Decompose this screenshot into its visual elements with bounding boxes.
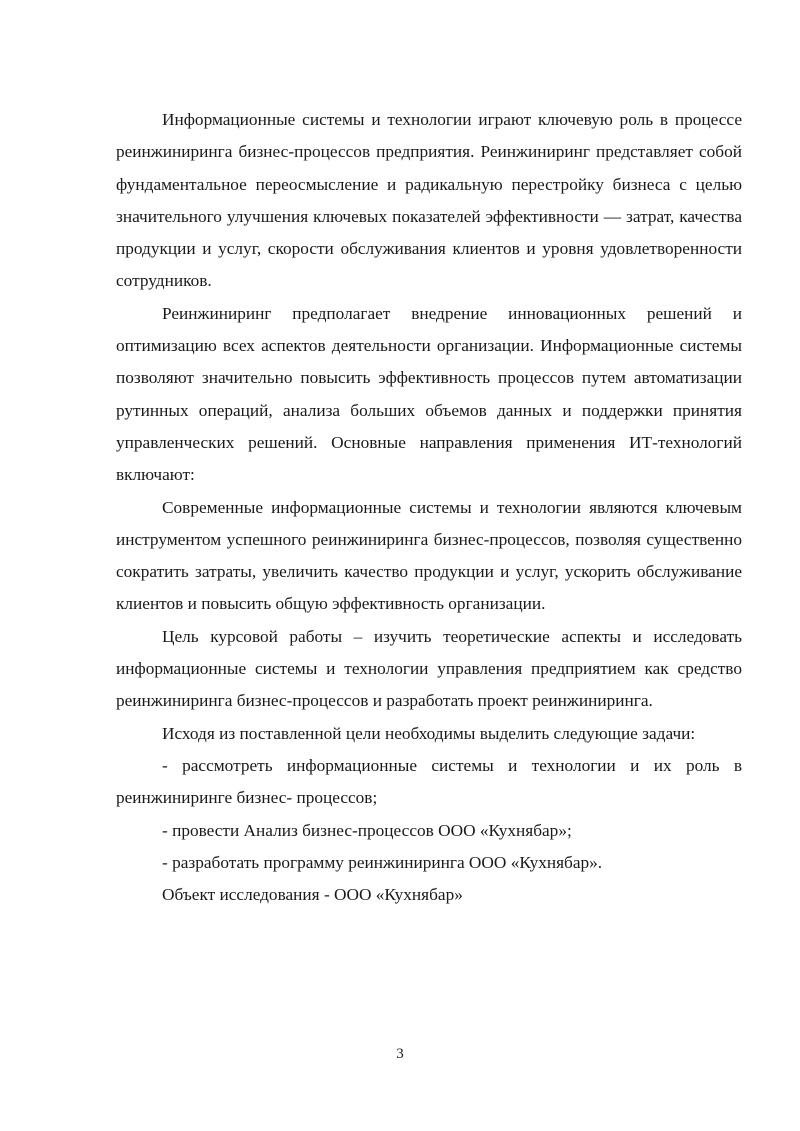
page-number: 3: [396, 1046, 404, 1062]
task-item: - провести Анализ бизнес-процессов ООО «Кухнябар»;: [162, 820, 572, 840]
task-item: - рассмотреть информационные системы и технологии и их роль в реинжиниринге бизнес- процессов;: [116, 755, 742, 808]
paragraph-goal: Цель курсовой работы – изучить теоретические аспекты и исследовать информационные системы и технологии управления предприятием как средство реинжиниринга бизнес-процессов и разработать проект реинжиниринга.: [116, 626, 742, 711]
document-page: [116, 104, 742, 911]
paragraph-intro: Информационные системы и технологии играют ключевую роль в процессе реинжиниринга бизнес-процессов предприятия. Реинжиниринг представляет собой фундаментальное переосмысление и радикальную перестройку бизнеса с целью значительного улучшения ключевых показателей эффективности — затрат, качества продукции и услуг, скорости обслуживания клиентов и уровня удовлетворенности сотрудников.: [116, 110, 742, 291]
paragraph-object: Объект исследования - ООО «Кухнябар»: [162, 885, 463, 905]
paragraph-reengineering: Реинжиниринг предполагает внедрение инновационных решений и оптимизацию всех аспектов деятельности организации. Информационные системы позволяют значительно повысить эффективность процессов путем автоматизации рутинных операций, анализа больших объемов данных и поддержки принятия управленческих решений. Основные направления применения ИТ-технологий включают:: [116, 303, 742, 485]
paragraph-tasks-intro: Исходя из поставленной цели необходимы выделить следующие задачи:: [162, 723, 696, 743]
paragraph-modern-systems: Современные информационные системы и технологии являются ключевым инструментом успешного реинжиниринга бизнес-процессов, позволяя существенно сократить затраты, увеличить качество продукции и услуг, ускорить обслуживание клиентов и повысить общую эффективность организации.: [116, 497, 742, 614]
task-item: - разработать программу реинжиниринга ООО «Кухнябар».: [162, 852, 603, 872]
